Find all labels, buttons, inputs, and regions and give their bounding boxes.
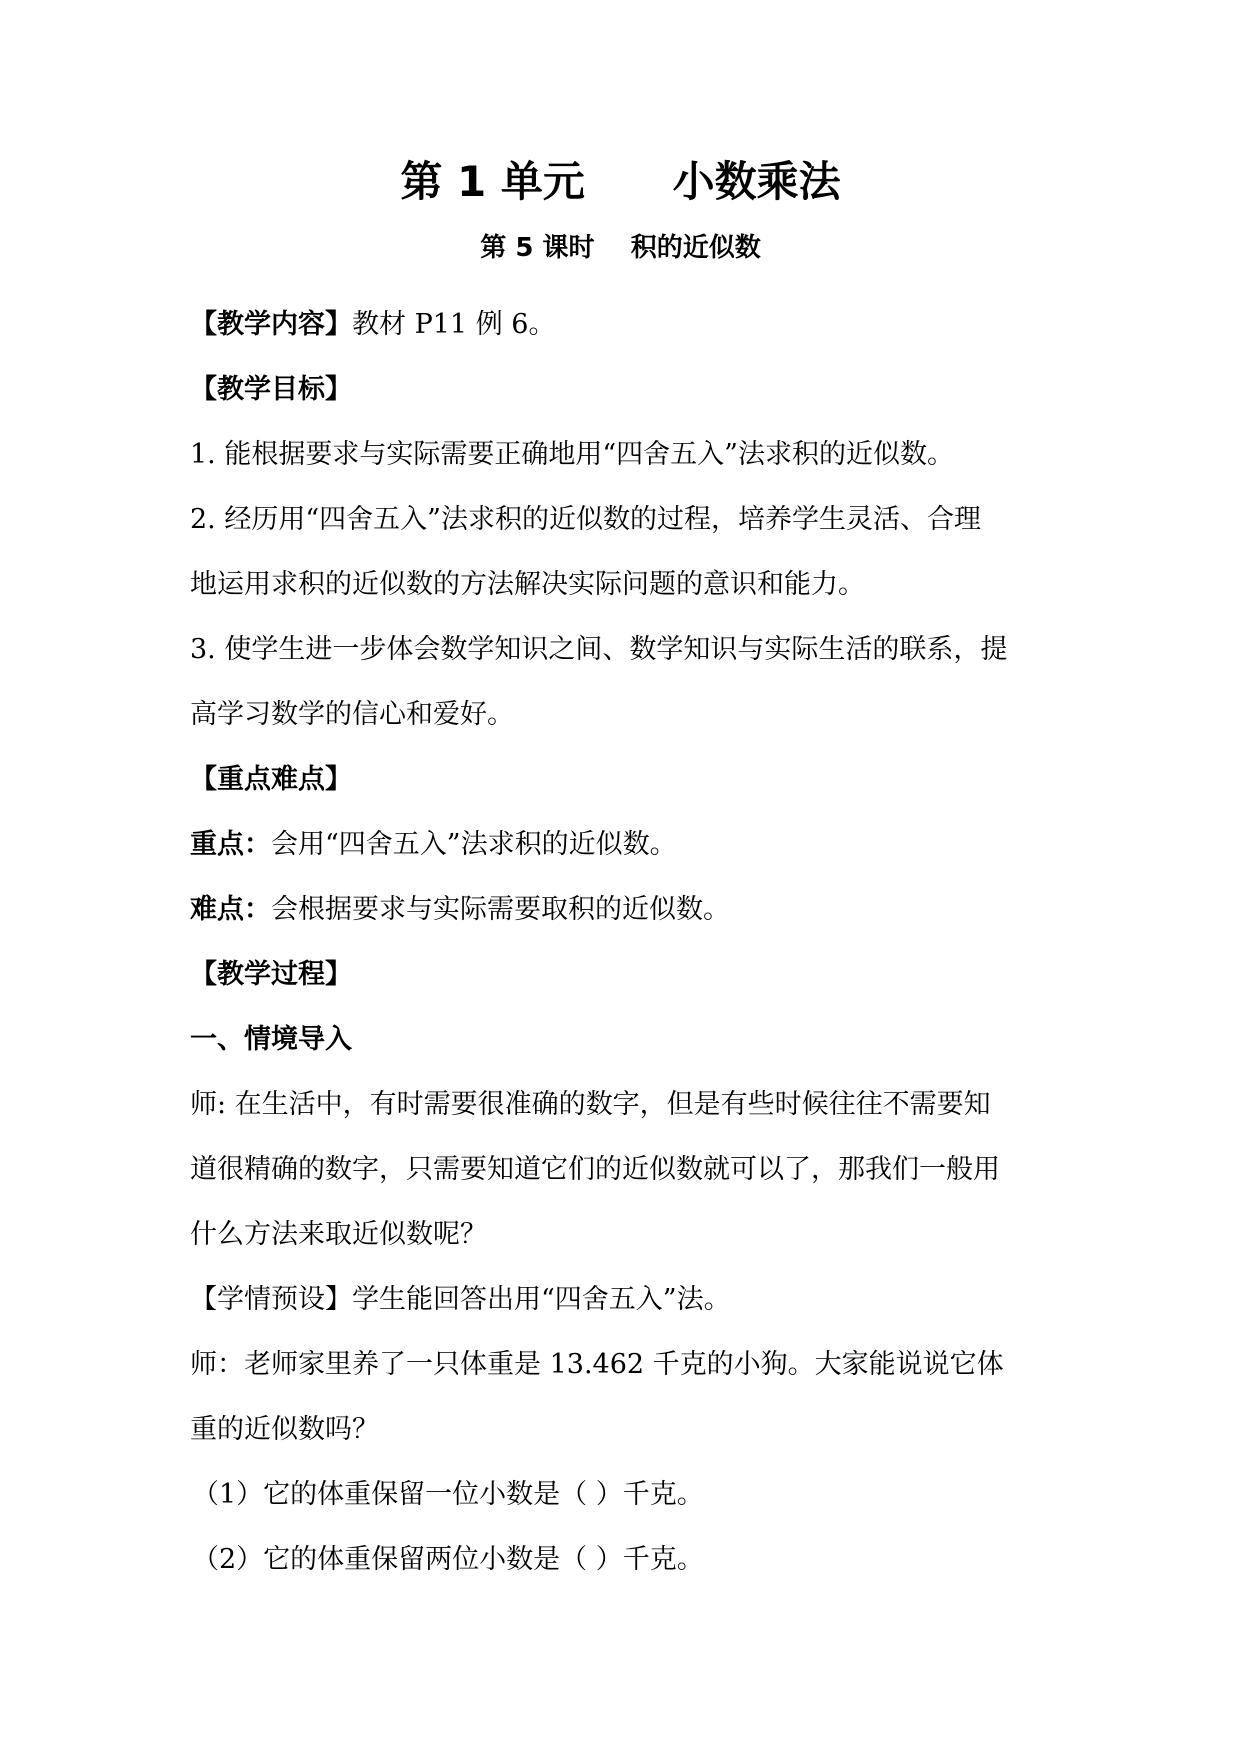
difficulty-text: 会根据要求与实际需要取积的近似数。 bbox=[271, 894, 730, 925]
teacher-2-line-1: 师：老师家里养了一只体重是 13.462 千克的小狗。大家能说说它体 bbox=[190, 1349, 1004, 1380]
question-1: （1）它的体重保留一位小数是（ ）千克。 bbox=[192, 1479, 704, 1510]
preset-label: 【学情预设】 bbox=[190, 1284, 352, 1315]
key-label: 重点： bbox=[190, 829, 271, 860]
teaching-content-line bbox=[190, 298, 1070, 363]
process-heading: 【教学过程】 bbox=[190, 959, 352, 990]
teaching-goals-heading: 【教学目标】 bbox=[190, 374, 352, 405]
goal-3-line-1: 3. 使学生进一步体会数学知识之间、数学知识与实际生活的联系，提 bbox=[190, 634, 1008, 665]
teacher-1-line-2: 道很精确的数字，只需要知道它们的近似数就可以了，那我们一般用 bbox=[190, 1154, 1000, 1185]
difficulty-label: 难点： bbox=[190, 894, 271, 925]
teacher-1-line-3: 什么方法来取近似数呢？ bbox=[190, 1219, 487, 1250]
question-2: （2）它的体重保留两位小数是（ ）千克。 bbox=[192, 1544, 704, 1575]
preset-line bbox=[190, 1273, 1070, 1338]
teacher-1-line-1: 师: 在生活中，有时需要很准确的数字，但是有些时候往往不需要知 bbox=[190, 1089, 991, 1120]
goal-1: 1. 能根据要求与实际需要正确地用“四舍五入”法求积的近似数。 bbox=[190, 439, 954, 470]
difficulty-line bbox=[190, 883, 1070, 948]
goal-2-line-2: 地运用求积的近似数的方法解决实际问题的意识和能力。 bbox=[190, 569, 865, 600]
goal-2-line-1: 2. 经历用“四舍五入”法求积的近似数的过程，培养学生灵活、合理 bbox=[190, 504, 981, 535]
lesson-subtitle: 第 5 课时 积的近似数 bbox=[480, 233, 761, 263]
goal-3-line-2: 高学习数学的信心和爱好。 bbox=[190, 699, 514, 730]
section-1-heading: 一、情境导入 bbox=[190, 1024, 352, 1055]
teaching-content-label: 【教学内容】 bbox=[190, 309, 352, 340]
key-point-line bbox=[190, 818, 1070, 883]
key-points-heading: 【重点难点】 bbox=[190, 764, 352, 795]
page-title: 第 1 单元 小数乘法 bbox=[400, 157, 841, 206]
teaching-content-text: 教材 P11 例 6。 bbox=[352, 309, 556, 340]
document-body bbox=[190, 298, 1070, 1598]
teacher-2-line-2: 重的近似数吗？ bbox=[190, 1414, 379, 1445]
preset-text: 学生能回答出用“四舍五入”法。 bbox=[352, 1284, 731, 1315]
key-text: 会用“四舍五入”法求积的近似数。 bbox=[271, 829, 677, 860]
